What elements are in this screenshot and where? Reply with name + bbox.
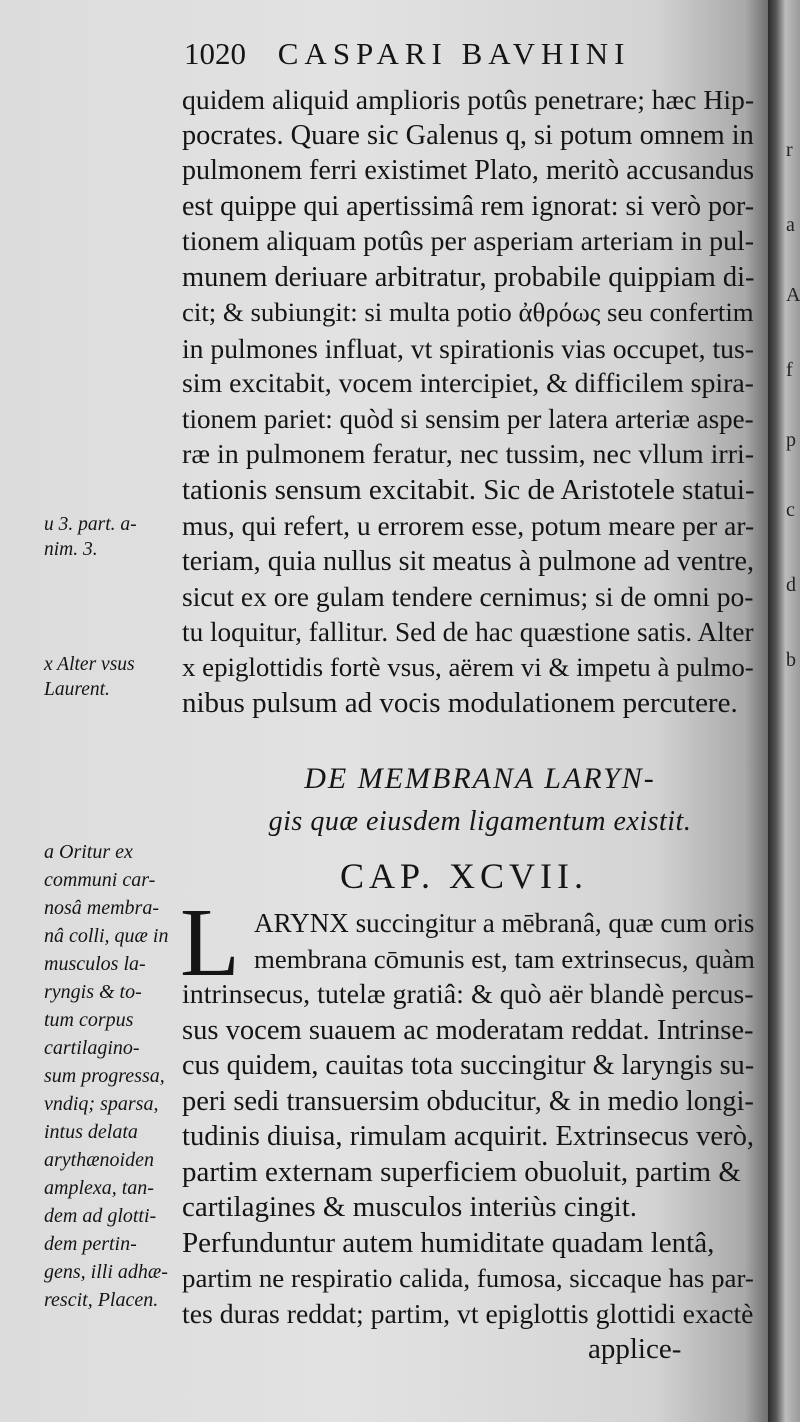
margin-note-line: dem ad glotti- — [44, 1205, 157, 1227]
text-line: est quippe qui apertissimâ rem ignorat: si verò por- — [182, 190, 755, 222]
text-line: tes duras reddat; partim, vt epiglottis glottidi exactè — [182, 1298, 754, 1330]
text-line: in pulmones influat, vt spirationis vias occupet, tus- — [182, 332, 754, 364]
margin-note-line: tum corpus — [44, 1009, 134, 1031]
text-line: tationis sensum excitabit. Sic de Aristotele statui- — [182, 473, 755, 506]
body-text-top — [182, 82, 760, 721]
spine-letter: d — [786, 574, 796, 596]
spine-letter: f — [786, 359, 793, 381]
text-line: cit; & subiungit: si multa potio ἀθρόως seu confertim — [182, 297, 754, 327]
body-text-bottom — [182, 977, 760, 1368]
margin-note-line: vndiq; sparsa, — [44, 1093, 159, 1115]
text-line: sicut ex ore gulam tendere cernimus; si de omni po- — [182, 581, 754, 612]
spine-letter: r — [786, 139, 793, 161]
text-line: applice- — [182, 1333, 682, 1365]
text-line: sus vocem suauem ac moderatam reddat. Intrinse- — [182, 1014, 754, 1046]
margin-note-line: x Alter vsus — [44, 654, 135, 675]
running-header — [184, 36, 704, 76]
text-line: membrana cōmunis est, tam extrinsecus, quàm — [254, 943, 755, 974]
book-gutter — [768, 0, 800, 1422]
text-line: pocrates. Quare sic Galenus q, si potum omnem in — [182, 119, 754, 151]
text-line: peri sedi transuersim obducitur, & in medio longi- — [182, 1085, 754, 1117]
margin-note-line: Laurent. — [44, 679, 110, 700]
margin-note-a — [44, 838, 182, 1314]
margin-note-line: arythænoiden — [44, 1149, 154, 1171]
margin-note-line: amplexa, tan- — [44, 1177, 154, 1199]
margin-note-line: nâ colli, quæ in — [44, 925, 169, 947]
margin-note-line: cartilagino- — [44, 1037, 140, 1059]
chapter-title-line1: DE MEMBRANA LARYN- — [304, 762, 656, 795]
body-text-dropcap-lines — [254, 906, 760, 977]
text-line: quidem aliquid amplioris potûs penetrare; hæc Hip- — [182, 84, 755, 115]
text-line: tionem aliquam potûs per asperiam arteriam in pul- — [182, 226, 755, 257]
text-line: ræ in pulmonem feratur, nec tussim, nec vllum irri- — [182, 439, 755, 470]
text-line: partim ne respiratio calida, fumosa, siccaque has par- — [182, 1263, 754, 1293]
text-line: sim excitabit, vocem intercipiet, & difficilem spira- — [182, 368, 754, 399]
running-title: CASPARI BAVHINI — [277, 36, 631, 71]
chapter-title-line2: gis quæ eiusdem ligamentum existit. — [268, 806, 692, 837]
margin-note-line: nim. 3. — [44, 539, 98, 560]
text-line: partim externam superficiem obuoluit, partim & — [182, 1155, 741, 1188]
margin-note-line: intus delata — [44, 1121, 138, 1143]
margin-note-line: rescit, Placen. — [44, 1289, 159, 1311]
text-line: mus, qui refert, u errorem esse, potum meare per ar- — [182, 510, 755, 541]
margin-note-line: gens, illi adhæ- — [44, 1261, 168, 1283]
text-line: Perfunduntur autem humiditate quadam lentâ, — [182, 1226, 715, 1259]
text-line: munem deriuare arbitratur, probabile quippiam di- — [182, 261, 755, 293]
margin-note-line: communi car- — [44, 869, 156, 891]
text-line: ARYNX succingitur a mēbranâ, quæ cum oris — [254, 908, 755, 938]
margin-note-line: sum progressa, — [44, 1065, 165, 1087]
spine-letter: b — [786, 649, 796, 671]
margin-note-line: dem pertin- — [44, 1233, 137, 1255]
spine-letter: a — [786, 214, 795, 236]
margin-note-line: ryngis & to- — [44, 981, 142, 1003]
spine-letter: p — [786, 429, 796, 451]
text-line: intrinsecus, tutelæ gratiâ: & quò aër blandè percus- — [182, 979, 754, 1010]
text-line: tudinis diuisa, rimulam acquirit. Extrinsecus verò, — [182, 1121, 755, 1152]
text-line: tu loquitur, fallitur. Sed de hac quæstione satis. Alter — [182, 616, 754, 647]
text-line: nibus pulsum ad vocis modulationem percutere. — [182, 686, 738, 719]
text-line: cartilagines & musculos interiùs cingit. — [182, 1191, 638, 1223]
text-line: teriam, quia nullus sit meatus à pulmone ad ventre, — [182, 545, 755, 577]
margin-note-line: a Oritur ex — [44, 841, 133, 863]
margin-note-line: u 3. part. a- — [44, 514, 137, 535]
page-number: 1020 — [184, 36, 246, 71]
drop-cap: L — [180, 889, 240, 997]
text-line: pulmonem ferri existimet Plato, meritò accusandus — [182, 155, 755, 186]
spine-letter: A — [786, 284, 800, 306]
text-line: tionem pariet: quòd si sensim per latera arteriæ aspe- — [182, 403, 754, 434]
margin-note-u — [44, 512, 182, 562]
spine-letter: c — [786, 499, 795, 521]
text-line: cus quidem, cauitas tota succingitur & laryngis su- — [182, 1050, 755, 1081]
margin-note-x — [44, 652, 182, 702]
margin-note-line: musculos la- — [44, 953, 146, 975]
margin-note-line: nosâ membra- — [44, 897, 159, 919]
chapter-number: CAP. XCVII. — [340, 856, 589, 896]
text-line: x epiglottidis fortè vsus, aërem vi & impetu à pulmo- — [182, 652, 754, 682]
